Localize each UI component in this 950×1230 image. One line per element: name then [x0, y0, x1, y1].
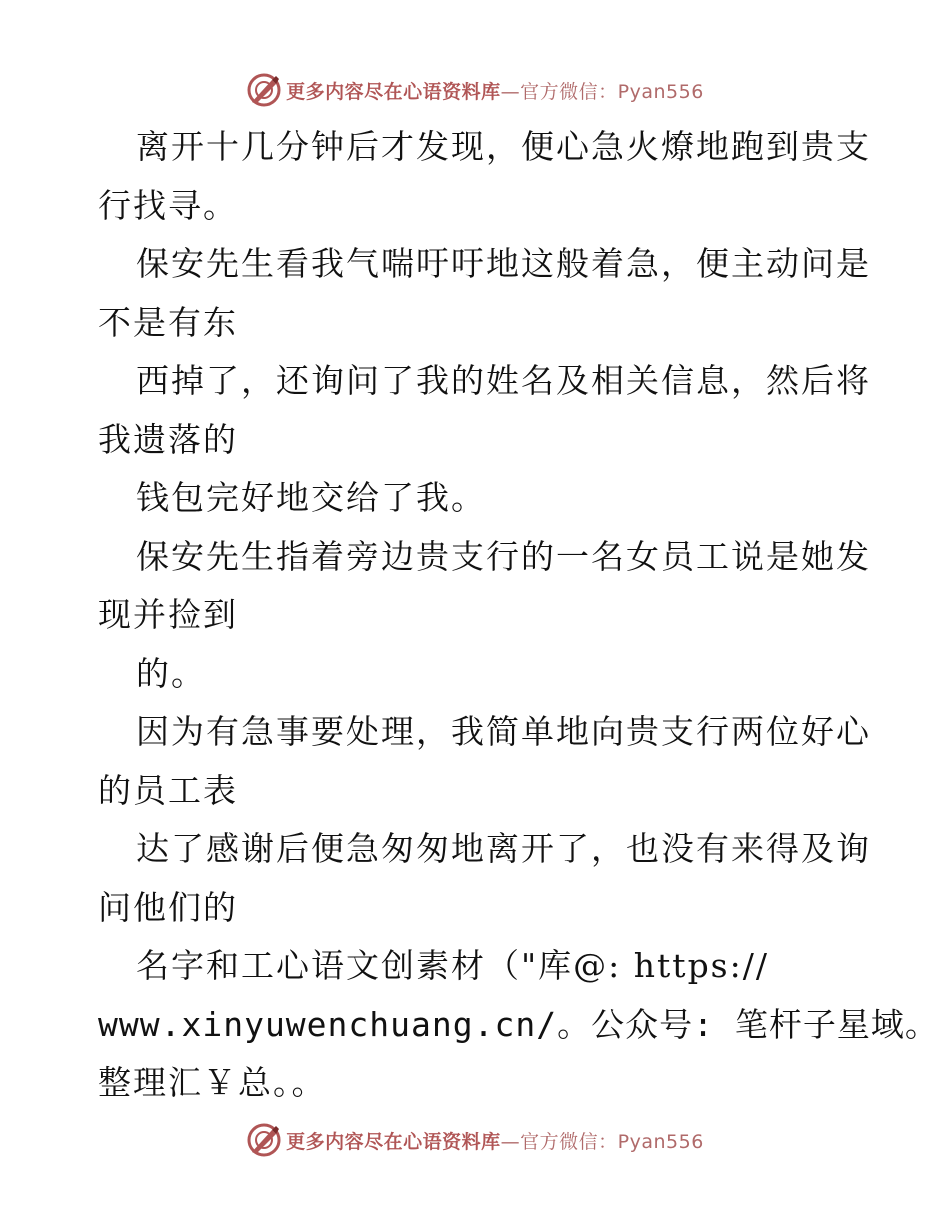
pen-logo-icon — [246, 72, 282, 108]
text-line: 我遗落的 — [98, 419, 238, 459]
text-line: 保安先生指着旁边贵支行的一名女员工说是她发 — [136, 536, 871, 576]
text-line: 行找寻。 — [98, 185, 238, 225]
text-line: 的员工表 — [98, 770, 238, 810]
text-line: 钱包完好地交给了我。 — [136, 478, 486, 517]
text-line: 的。 — [136, 653, 206, 693]
text-line: 名字和工心语文创素材（"库@: https:// — [136, 946, 769, 985]
text-line: 问他们的 — [98, 887, 238, 927]
text-line: 保安先生看我气喘吁吁地这般着急，便主动问是 — [136, 244, 871, 283]
text-line: 达了感谢后便急匆匆地离开了，也没有来得及询 — [136, 829, 871, 868]
banner-wechat: —官方微信：Pyan556 — [500, 1130, 704, 1153]
footer-banner — [0, 1120, 950, 1160]
text-line: 整理汇￥总。。 — [98, 1063, 327, 1102]
text-line: 离开十几分钟后才发现，便心急火燎地跑到贵支 — [136, 127, 871, 166]
text-line: 西掉了，还询问了我的姓名及相关信息，然后将 — [136, 361, 871, 400]
pen-logo-icon — [246, 1122, 282, 1158]
text-line-url: www.xinyuwenchuang.cn/。公众号: 笔杆子星域。 — [98, 1004, 939, 1044]
document-body — [98, 118, 939, 1113]
header-banner — [0, 70, 950, 110]
text-line: 因为有急事要处理，我简单地向贵支行两位好心 — [136, 712, 871, 751]
banner-wechat: —官方微信：Pyan556 — [500, 80, 704, 103]
text-line: 不是有东 — [98, 302, 238, 342]
banner-title: 更多内容尽在心语资料库 — [286, 1130, 501, 1153]
text-line: 现并捡到 — [98, 595, 238, 634]
banner-title: 更多内容尽在心语资料库 — [286, 80, 501, 103]
